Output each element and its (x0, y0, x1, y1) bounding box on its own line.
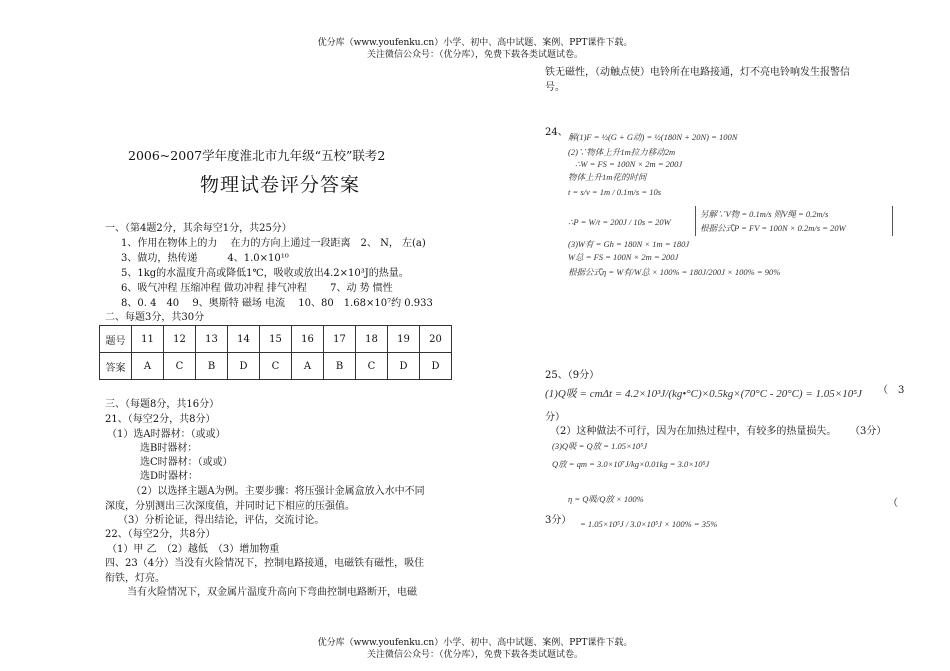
q25-line: （2）这种做法不可行，因为在加热过程中，有较多的热量损失。 (550, 426, 837, 437)
question-number: 20 (420, 326, 452, 353)
answer-table-row-questions (100, 326, 452, 353)
answer-cell: C (164, 353, 196, 380)
footer-line-2: 关注微信公众号：（优分库），免费下载各类试题试卷。 (366, 650, 583, 660)
q24-line: 根据公式P = FV = 100N × 0.2m/s = 20W (700, 223, 846, 233)
question-number: 13 (196, 326, 228, 353)
section1-heading: 一、（第4题2分，其余每空1分，共25分） (105, 223, 292, 234)
q24-line: ∴W = FS = 100N × 2m = 200J (575, 159, 683, 169)
question-number: 12 (164, 326, 196, 353)
q23-line: 铁无磁性，（动触点使）电铃所在电路接通，灯不亮电铃响发生报警信 (545, 67, 850, 78)
q25-line: η = Q吸/Q放 × 100% (568, 494, 644, 504)
q21-part3: （3）分析论证，得出结论，评估，交流讨论。 (118, 515, 325, 526)
answer-cell: D (228, 353, 260, 380)
table-header-cell: 答案 (100, 353, 132, 380)
question-number: 19 (388, 326, 420, 353)
q24-line: (2)∵物体上升1m拉力移动2m (568, 147, 676, 157)
q24-line: t = s/v = 1m / 0.1m/s = 10s (568, 187, 662, 197)
q23-line: 号。 (545, 82, 565, 93)
q25-score: 分） (545, 412, 565, 423)
section2-heading: 二、每题3分，共30分 (105, 312, 205, 323)
question-number: 15 (260, 326, 292, 353)
q24-line: 根据公式η = W有/W总 × 100% = 180J/200J × 100% = 90% (568, 267, 781, 277)
q24-line: (3)W有 = Gh = 180N × 1m = 180J (568, 239, 690, 249)
q21-line: 选C时器材：（或或） (140, 457, 233, 468)
answer-cell: A (132, 353, 164, 380)
answer-cell: C (356, 353, 388, 380)
section1-line: 8、0. 4 40 9、奥斯特 磁场 电流 10、80 1.68×10⁷约 0.933 (121, 298, 433, 309)
q24-label: 24、 (545, 127, 568, 138)
q23-line: 四、23（4分）当没有火险情况下，控制电路接通，电磁铁有磁性，吸住 (105, 558, 425, 569)
q25-score: （ (888, 498, 898, 509)
q25-score: （3分） (850, 426, 887, 437)
q24-line: 解(1)F = ½(G + G动) = ½(180N + 20N) = 100N (568, 132, 738, 142)
q24-line: ∴P = W/t = 200J / 10s = 20W (568, 217, 671, 227)
answer-cell: B (324, 353, 356, 380)
q24-line: 物体上升1m花的时间 (568, 172, 647, 182)
answer-table-row-answers (100, 353, 452, 380)
q25-heading: 25、（9分） (545, 370, 600, 381)
answer-cell: D (420, 353, 452, 380)
q22-answer: （1）甲 乙 （2）越低 （3）增加物重 (107, 544, 280, 555)
q25-line: (1)Q吸 = cmΔt = 4.2×10³J/(kg•°C)×0.5kg×(70°C - 20°C) = 1.05×10⁵J (545, 388, 862, 400)
q25-score: 3分） (545, 515, 572, 526)
q21-line: 选B时器材： (140, 443, 198, 454)
question-number: 11 (132, 326, 164, 353)
answer-table (99, 325, 452, 380)
q23-line: 衔铁，灯亮。 (105, 573, 165, 584)
q25-score: （ 3 (878, 385, 905, 396)
q25-line: (3)Q吸 = Q放 = 1.05×10⁵J (552, 441, 647, 451)
q25-line: = 1.05×10⁵J / 3.0×10⁵J × 100% = 35% (580, 519, 718, 529)
exam-title: 2006~2007学年度淮北市九年级“五校”联考2 (128, 148, 386, 163)
header-line-1: 优分库（www.youfenku.cn）小学、初中、高中试题、案例、PPT课件下载。 (317, 38, 633, 48)
question-number: 17 (324, 326, 356, 353)
question-number: 18 (356, 326, 388, 353)
question-number: 14 (228, 326, 260, 353)
answer-cell: D (388, 353, 420, 380)
q21-part2: （2）以选择主题A为例。主要步骤：将压强计金属盒放入水中不同 (131, 486, 425, 497)
answer-cell: B (196, 353, 228, 380)
q21-line: （1）选A时器材：（或或） (107, 429, 226, 440)
question-number: 16 (292, 326, 324, 353)
section1-line: 3、做功，热传递 4、1.0×10¹⁰ (121, 253, 289, 264)
answer-cell: C (260, 353, 292, 380)
section1-line: 1、作用在物体上的力 在力的方向上通过一段距离 2、 N， 左(a) (121, 238, 426, 249)
section1-line: 5、1kg的水温度升高或降低1℃，吸收或放出4.2×10³J的热量。 (121, 268, 409, 279)
q24-line: 另解∵V物 = 0.1m/s 则V绳 = 0.2m/s (700, 209, 829, 219)
section3-heading: 三、（每题8分，共16分） (105, 399, 220, 410)
q21-part2-cont: 深度，分别测出三次深度值，并同时记下相应的压强值。 (105, 501, 355, 512)
footer-line-1: 优分库（www.youfenku.cn）小学、初中、高中试题、案例、PPT课件下载。 (317, 638, 633, 648)
page-title: 物理试卷评分答案 (200, 174, 361, 196)
q21-heading: 21、（每空2分，共8分） (105, 414, 216, 425)
q23-line: 当有火险情况下，双金属片温度升高向下弯曲控制电路断开，电磁 (127, 587, 417, 598)
answer-cell: A (292, 353, 324, 380)
section1-line: 6、吸气冲程 压缩冲程 做功冲程 排气冲程 7、动 势 惯性 (121, 283, 393, 294)
q21-line: 选D时器材： (140, 471, 199, 482)
q22-heading: 22、（每空2分，共8分） (105, 529, 216, 540)
q25-line: Q放 = qm = 3.0×10⁷J/kg×0.01kg = 3.0×10⁵J (552, 459, 710, 469)
table-header-cell: 题号 (100, 326, 132, 353)
q24-line: W总 = FS = 100N × 2m = 200J (568, 252, 679, 262)
header-line-2: 关注微信公众号：（优分库），免费下载各类试题试卷。 (366, 50, 583, 60)
